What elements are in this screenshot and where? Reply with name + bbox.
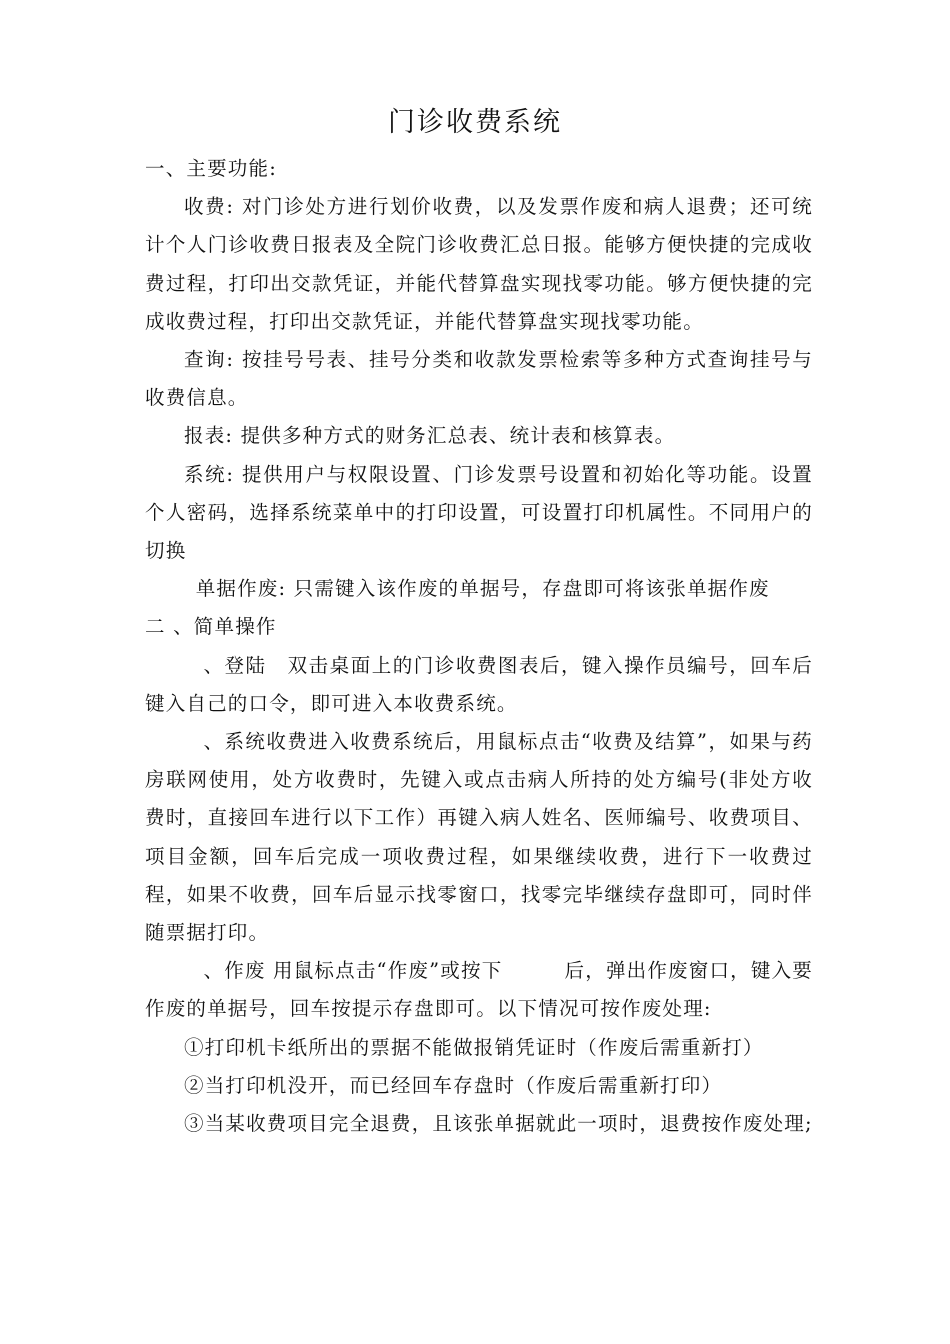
section-heading-simple-operation: 二 、简单操作 <box>145 615 277 639</box>
list-item-void-case-1: ①打印机卡纸所出的票据不能做报销凭证时（作废后需重新打） <box>184 1035 764 1059</box>
paragraph-system: 系统: 提供用户与权限设置、门诊发票号设置和初始化等功能。设置个人密码，选择系统菜单中的打印设置，可设置打印机属性。不同用户的切换 <box>145 462 813 563</box>
section-heading-main-functions: 一、主要功能: <box>145 157 277 180</box>
list-item-void-case-2: ②当打印机没开，而已经回车存盘时（作废后需重新打印） <box>184 1073 723 1097</box>
paragraph-system-billing: 、系统收费进入收费系统后，用鼠标点击“收费及结算”，如果与药房联网使用，处方收费时，先键入或点击病人所持的处方编号(非处方收费时，直接回车进行以下工作）再键入病人姓名、医师编号、收费项目、项目金额，回车后完成一项收费过程，如果继续收费，进行下一收费过程，如果不收费，回车后显示找零窗口，找零完毕继续存盘即可，同时伴随票据打印。 <box>145 730 813 945</box>
document-body <box>145 150 813 1143</box>
paragraph-login: 、登陆 双击桌面上的门诊收费图表后，键入操作员编号，回车后键入自己的口令，即可进入本收费系统。 <box>145 653 813 715</box>
paragraph-billing: 收费: 对门诊处方进行划价收费，以及发票作废和病人退费；还可统计个人门诊收费日报表及全院门诊收费汇总日报。能够方便快捷的完成收费过程，打印出交款凭证，并能代替算盘实现找零功能。够方便快捷的完成收费过程，打印出交款凭证，并能代替算盘实现找零功能。 <box>145 195 813 333</box>
list-item-void-case-3: ③当某收费项目完全退费，且该张单据就此一项时，退费按作废处理; <box>184 1112 813 1136</box>
paragraph-void-operation: 、作废 用鼠标点击“作废”或按下 后，弹出作废窗口，键入要作废的单据号，回车按提示存盘即可。以下情况可按作废处理: <box>145 959 813 1021</box>
paragraph-query: 查询: 按挂号号表、挂号分类和收款发票检索等多种方式查询挂号与收费信息。 <box>145 348 813 410</box>
paragraph-void-receipt: 单据作废: 只需键入该作废的单据号，存盘即可将该张单据作废 <box>195 577 770 601</box>
page-title: 门诊收费系统 <box>388 107 562 138</box>
paragraph-reports: 报表: 提供多种方式的财务汇总表、统计表和核算表。 <box>184 424 676 448</box>
